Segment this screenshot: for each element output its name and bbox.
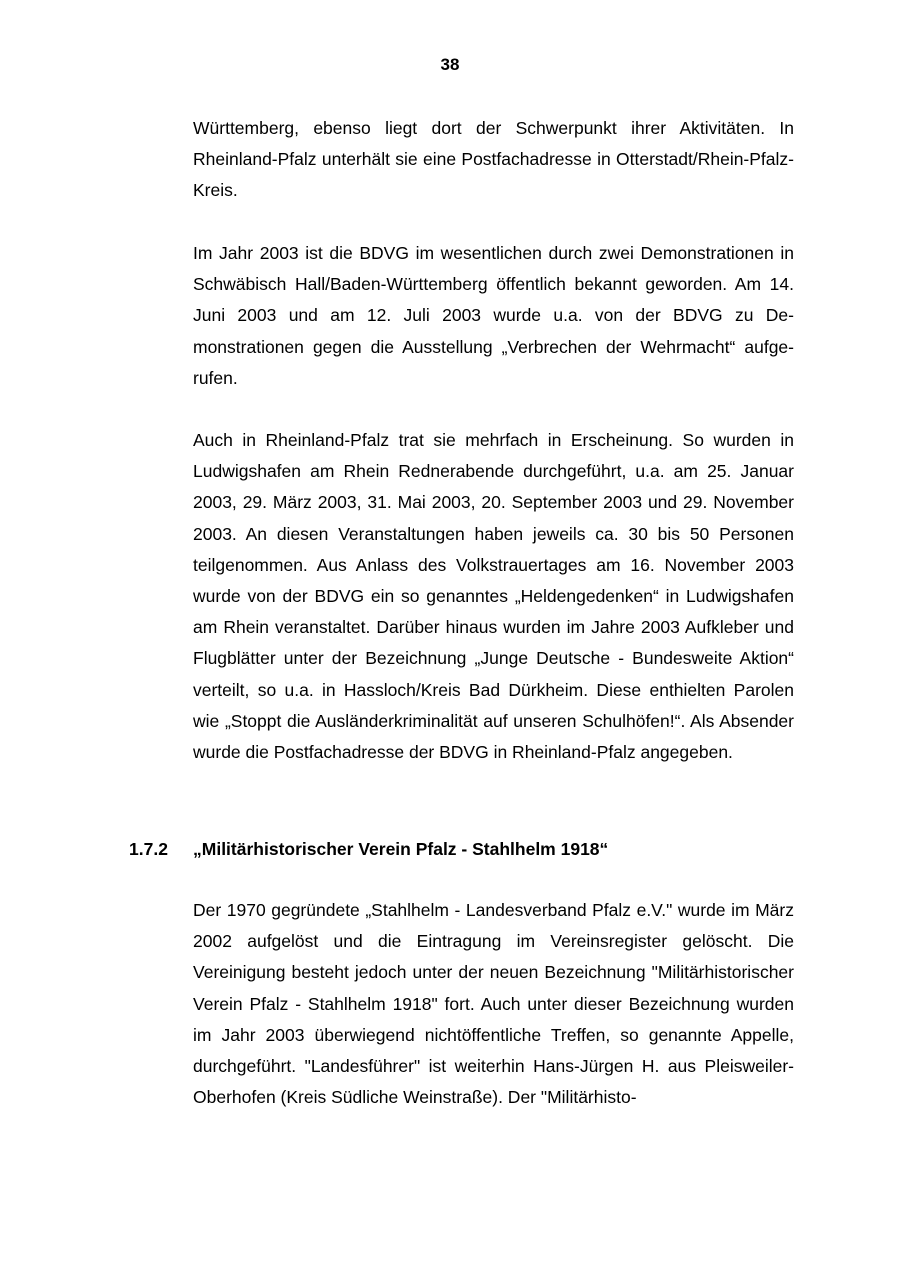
paragraph-bdvg-demonstrations: Im Jahr 2003 ist die BDVG im wesentlichen durch zwei Demonstrationen in Schwäbisch Hall/Baden-Württemberg öffentlich bekannt geworden. Am 14. Juni 2003 und am 12. Juli 2003 wurde u.a. von der BDVG zu Demonstrationen gegen die Ausstellung „Verbrechen der Wehrmacht“ aufgerufen.: [193, 243, 794, 388]
paragraph-bdvg-rheinland-pfalz: Auch in Rheinland-Pfalz trat sie mehrfach in Erscheinung. So wurden in Ludwigshafen am Rhein Rednerabende durchgeführt, u.a. am 25. Januar 2003, 29. März 2003, 31. Mai 2003, 20. September 2003 und 29. November 2003. An diesen Veranstaltungen haben jeweils ca. 30 bis 50 Personen teilgenommen. Aus Anlass des Volkstrauertages am 16. November 2003 wurde von der BDVG ein so genanntes „Heldengedenken“ in Ludwigshafen am Rhein veranstaltet. Darüber hinaus wurden im Jahre 2003 Aufkleber und Flugblätter unter der Bezeichnung „Junge Deutsche - Bundesweite Aktion“ verteilt, so u.a. in Hassloch/Kreis Bad Dürkheim. Diese enthielten Parolen wie „Stoppt die Ausländerkriminalität auf unseren Schulhöfen!“. Als Absender wurde die Postfachadresse der BDVG in Rheinland-Pfalz angegeben.: [193, 430, 794, 763]
section-heading: [129, 834, 799, 865]
paragraph-bdvg-location: Württemberg, ebenso liegt dort der Schwerpunkt ihrer Aktivitäten. In Rheinland-Pfalz unterhält sie eine Postfachadresse in Otterstadt/Rhein-Pfalz-Kreis.: [193, 118, 794, 201]
page-number: 38: [440, 55, 460, 74]
section-title: „Militärhistorischer Verein Pfalz - Stahlhelm 1918“: [193, 839, 609, 859]
section-number: 1.7.2: [129, 839, 168, 859]
paragraph-stahlhelm: Der 1970 gegründete „Stahlhelm - Landesverband Pfalz e.V." wurde im März 2002 aufgelöst und die Eintragung im Vereinsregister gelöscht. Die Vereinigung besteht jedoch unter der neuen Bezeichnung "Militärhistorischer Verein Pfalz - Stahlhelm 1918" fort. Auch unter dieser Bezeichnung wurden im Jahr 2003 überwiegend nichtöffentliche Treffen, so genannte Appelle, durchgeführt. "Landesführer" ist weiterhin Hans-Jürgen H. aus Pleisweiler-Oberhofen (Kreis Südliche Weinstraße). Der "Militärhisto-: [193, 900, 794, 1108]
